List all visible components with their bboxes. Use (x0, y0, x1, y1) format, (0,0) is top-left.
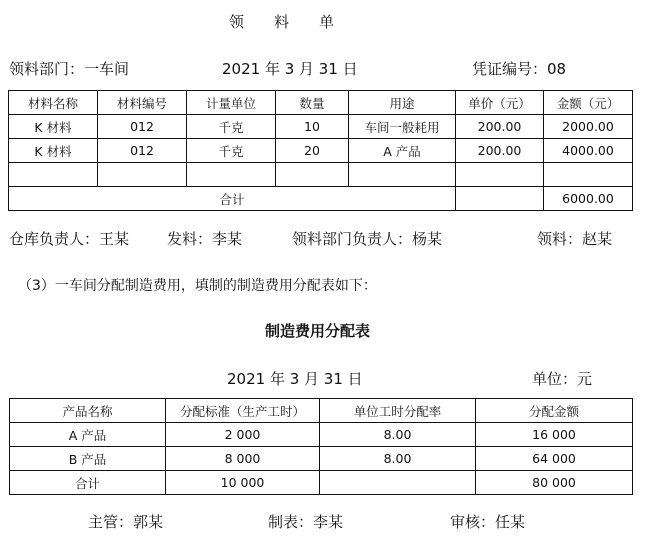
empty-cell (456, 187, 544, 211)
empty-cell (187, 163, 276, 187)
cell-unit-price: 200.00 (456, 115, 544, 139)
table-header-row (10, 399, 633, 423)
allocation-date: 2021 年 3 月 31 日 (227, 370, 363, 388)
empty-cell (456, 163, 544, 187)
empty-cell (98, 163, 187, 187)
col-header: 计量单位 (187, 91, 276, 115)
cell-material-code: 012 (98, 115, 187, 139)
signature-issuer: 发料：李某 (167, 230, 243, 248)
table-row-empty (9, 163, 633, 187)
cell-rate: 8.00 (320, 447, 476, 471)
voucher-number: 凭证编号：08 (472, 60, 567, 78)
allocation-unit: 单位：元 (532, 370, 593, 388)
requisition-table (8, 90, 633, 211)
cell-amount: 4000.00 (544, 139, 633, 163)
cell-product-name: 合计 (10, 471, 166, 495)
empty-cell (544, 163, 633, 187)
cell-material-name: K 材料 (9, 139, 98, 163)
cell-allocated-amount: 80 000 (476, 471, 633, 495)
table-row (9, 139, 633, 163)
col-header: 分配标准（生产工时） (166, 399, 320, 423)
col-header: 材料名称 (9, 91, 98, 115)
cell-material-code: 012 (98, 139, 187, 163)
empty-cell (349, 163, 456, 187)
col-header: 产品名称 (10, 399, 166, 423)
cell-product-name: B 产品 (10, 447, 166, 471)
cell-rate (320, 471, 476, 495)
table-header-row (9, 91, 633, 115)
requisition-title: 领 料 单 (229, 13, 335, 31)
table-total-row (9, 187, 633, 211)
signature-maker: 制表：李某 (268, 513, 344, 531)
cell-material-name: K 材料 (9, 115, 98, 139)
requisition-date: 2021 年 3 月 31 日 (222, 60, 358, 78)
total-amount: 6000.00 (544, 187, 633, 211)
table-total-row (10, 471, 633, 495)
col-header: 分配金额 (476, 399, 633, 423)
note-text: （3）一车间分配制造费用，填制的制造费用分配表如下： (18, 278, 377, 294)
allocation-table (9, 398, 633, 495)
empty-cell (9, 163, 98, 187)
cell-amount: 2000.00 (544, 115, 633, 139)
cell-purpose: 车间一般耗用 (349, 115, 456, 139)
table-row (9, 115, 633, 139)
allocation-title: 制造费用分配表 (265, 322, 371, 340)
table-row (10, 423, 633, 447)
cell-allocated-amount: 16 000 (476, 423, 633, 447)
signature-supervisor: 主管：郭某 (88, 513, 164, 531)
signature-warehouse: 仓库负责人：王某 (9, 230, 130, 248)
empty-cell (276, 163, 349, 187)
cell-unit: 千克 (187, 139, 276, 163)
signature-receiver: 领料：赵某 (537, 230, 613, 248)
cell-quantity: 20 (276, 139, 349, 163)
cell-allocation-basis: 10 000 (166, 471, 320, 495)
col-header: 单位工时分配率 (320, 399, 476, 423)
cell-allocation-basis: 8 000 (166, 447, 320, 471)
cell-unit: 千克 (187, 115, 276, 139)
cell-quantity: 10 (276, 115, 349, 139)
total-label: 合计 (9, 187, 456, 211)
signature-auditor: 审核：任某 (450, 513, 526, 531)
cell-allocated-amount: 64 000 (476, 447, 633, 471)
col-header: 材料编号 (98, 91, 187, 115)
col-header: 用途 (349, 91, 456, 115)
cell-product-name: A 产品 (10, 423, 166, 447)
table-row (10, 447, 633, 471)
col-header: 数量 (276, 91, 349, 115)
cell-allocation-basis: 2 000 (166, 423, 320, 447)
requisition-dept: 领料部门：一车间 (9, 60, 130, 78)
col-header: 单价（元） (456, 91, 544, 115)
cell-rate: 8.00 (320, 423, 476, 447)
cell-purpose: A 产品 (349, 139, 456, 163)
col-header: 金额（元） (544, 91, 633, 115)
cell-unit-price: 200.00 (456, 139, 544, 163)
signature-dept-head: 领料部门负责人：杨某 (292, 230, 443, 248)
